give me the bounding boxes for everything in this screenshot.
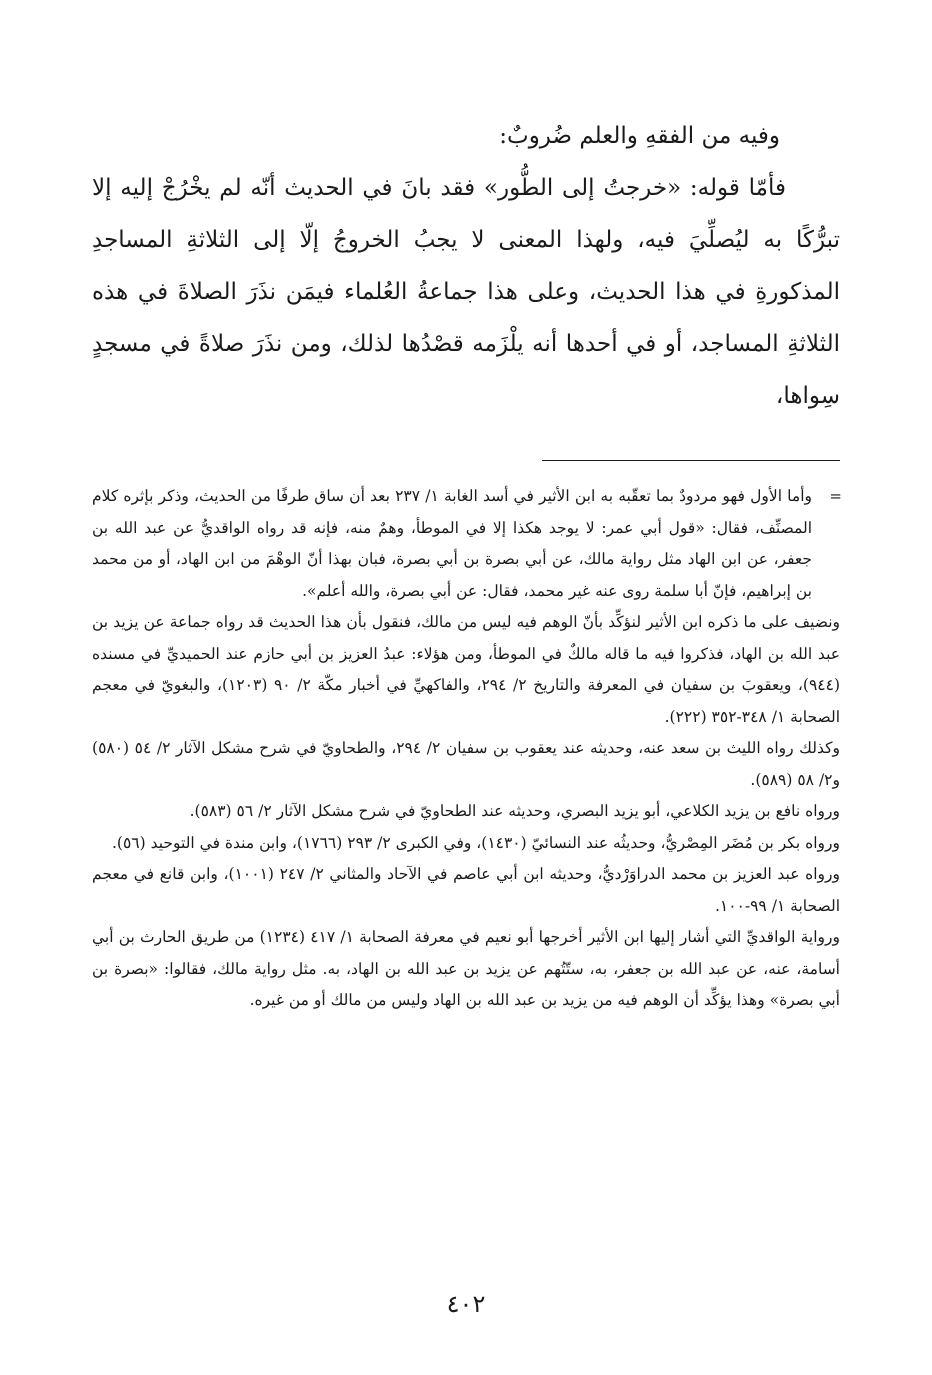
footnote-separator: [542, 460, 840, 461]
footnote-paragraph-2: ونضيف على ما ذكره ابن الأثير لنؤكِّد بأنّ الوهم فيه ليس من مالك، فنقول بأن هذا الحديث قد رواه جماعة عن يزيد بن عبد الله بن الهاد، فذكروا فيه ما قاله مالكٌ في الموطأ، ومن هؤلاء: عبدُ العزيز بن أبي حازم عند الحميديِّ في مسنده (٩٤٤)، ويعقوبَ بن سفيان في المعرفة والتاريخ ٢/ ٢٩٤، والفاكهيِّ في أخبار مكّة ٢/ ٩٠ (١٢٠٣)، والبغويّ في معجم الصحابة ١/ ٣٤٨-٣٥٢ (٢٢٢).: [92, 613, 840, 726]
footnote-paragraph-7: ورواية الواقديِّ التي أشار إليها ابن الأثير أخرجها أبو نعيم في معرفة الصحابة ١/ ٤١٧ (١٢٣٤) من طريق الحارث بن أبي أسامة، عنه، عن عبد الله بن جعفر، به، ستّتُهم عن يزيد بن عبد الله بن الهاد، به. مثل رواية مالك، فقالوا: «بصرة بن أبي بصرة» وهذا يؤكِّد أن الوهم فيه من يزيد بن عبد الله بن الهاد وليس من مالك أو من غيره.: [92, 928, 840, 1009]
footnote-paragraph-6: ورواه عبد العزيز بن محمد الدراوَرْديُّ، وحديثه ابن أبي عاصم في الآحاد والمثاني ٢/ ٢٤٧ (١٠٠١)، وابن قانع في معجم الصحابة ١/ ٩٩-١٠٠.: [92, 865, 840, 915]
main-text: [92, 110, 840, 422]
main-paragraph: فأمّا قوله: «خرجتُ إلى الطُّور» فقد بانَ في الحديث أنّه لم يخْرُجْ إليه إلا تبرُّكًا به ليُصلِّيَ فيه، ولهذا المعنى لا يجبُ الخروجُ إلّا إلى الثلاثةِ المساجدِ المذكورةِ في هذا الحديث، وعلى هذا جماعةُ العُلماء فيمَن نذَرَ الصلاةَ في هذه الثلاثةِ المساجد، أو في أحدها أنه يلْزَمه قصْدُها لذلك، ومن نذَرَ صلاةً في مسجدٍ سِواها،: [92, 175, 840, 409]
footnote-paragraph-1-text: وأما الأول فهو مردودٌ بما تعقّبه به ابن الأثير في أسد الغابة ١/ ٢٣٧ بعد أن ساق طرفًا من الحديث، وذكر بإثره كلام المصنِّف، فقال: «قول أبي عمر: لا يوجد هكذا إلا في الموطأ، وهمٌ منه، فإنه قد رواه الواقديُّ عن عبد الله بن جعفر، عن ابن الهاد مثل رواية مالك، عن أبي بصرة بن أبي بصرة، فبان بهذا أنّ الوهْمَ من ابن الهاد، أو من محمد بن إبراهيم، فإنّ أبا سلمة روى عنه غير محمد، فقال: عن أبي بصرة، والله أعلم».: [92, 487, 812, 600]
main-heading: وفيه من الفقهِ والعلم ضُروبٌ:: [499, 123, 780, 149]
footnotes: [92, 481, 840, 1017]
footnote-paragraph-5: ورواه بكر بن مُضَر المِصْريُّ، وحديثُه عند النسائيّ (١٤٣٠)، وفي الكبرى ٢/ ٢٩٣ (١٧٦٦)، وابن مندة في التوحيد (٥٦).: [112, 833, 840, 852]
footnote-paragraph-3: وكذلك رواه الليث بن سعد عنه، وحديثه عند يعقوب بن سفيان ٢/ ٢٩٤، والطحاويّ في شرح مشكل الآثار ٢/ ٥٤ (٥٨٠) و٢/ ٥٨ (٥٨٩).: [92, 739, 840, 789]
book-page: [92, 110, 840, 1375]
page-number: ٤٠٢: [446, 1290, 486, 1318]
footnote-paragraph-1: [92, 481, 840, 607]
footnote-paragraph-4: ورواه نافع بن يزيد الكلاعي، أبو يزيد البصري، وحديثه عند الطحاويّ في شرح مشكل الآثار ٢/ ٥٦ (٥٨٣).: [189, 802, 840, 820]
continuation-mark: =: [829, 487, 842, 505]
